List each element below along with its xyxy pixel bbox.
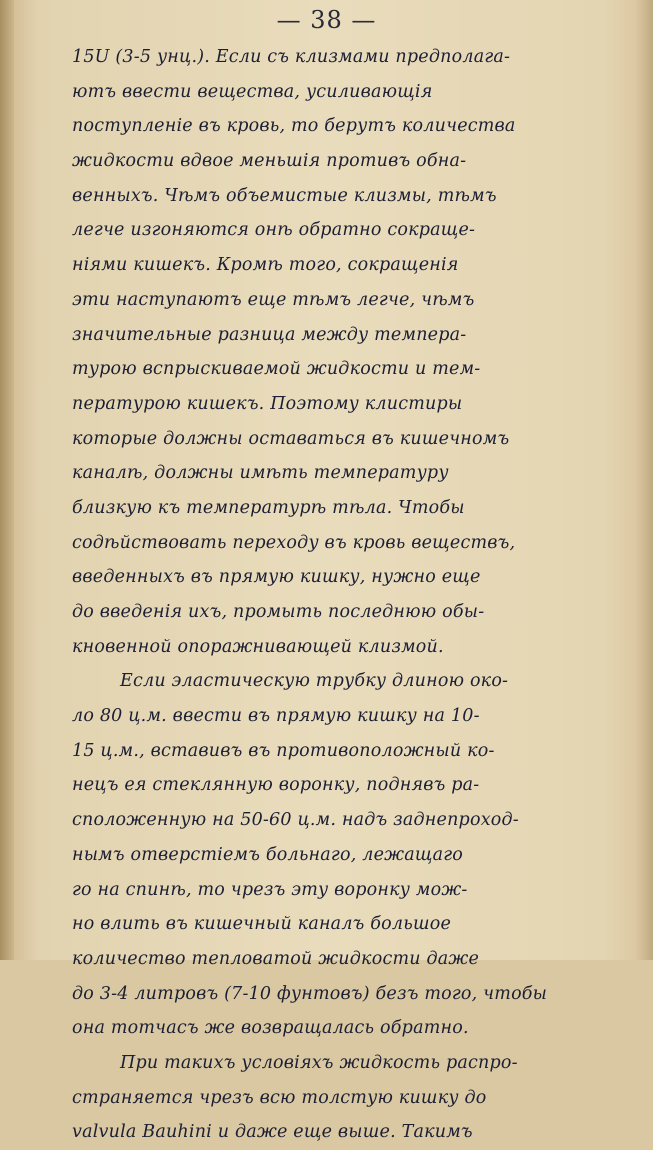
text-line: эти наступаютъ еще тѣмъ легче, чѣмъ: [72, 289, 475, 310]
text-line-paragraph-start: Если эластическую трубку длиною око-: [120, 671, 509, 692]
text-line: но влить въ кишечный каналъ большое: [72, 914, 452, 935]
text-line: турою вспрыскиваемой жидкости и тем-: [72, 359, 481, 380]
text-line: содѣйствовать переходу въ кровь веществъ,: [72, 532, 516, 553]
text-line: количество тепловатой жидкости даже: [72, 948, 480, 969]
text-line: каналѣ, должны имѣть температуру: [72, 463, 449, 484]
text-line: нымъ отверстiемъ больнаго, лежащаго: [72, 844, 463, 865]
text-line: она тотчасъ же возвращалась обратно.: [72, 1018, 469, 1039]
text-line: нiями кишекъ. Кромѣ того, сокращенiя: [72, 255, 459, 276]
text-line: легче изгоняются онѣ обратно сокраще-: [72, 220, 476, 241]
text-line: ютъ ввести вещества, усиливающiя: [72, 81, 433, 102]
text-line: поступленiе въ кровь, то берутъ количества: [72, 116, 516, 137]
text-line: кновенной опоражнивающей клизмой.: [72, 636, 444, 657]
text-line: до 3-4 литровъ (7-10 фунтовъ) безъ того, чтобы: [72, 983, 548, 1004]
text-line-paragraph-start: При такихъ условiяхъ жидкость распро-: [120, 1052, 518, 1073]
text-line: ло 80 ц.м. ввести въ прямую кишку на 10-: [72, 706, 480, 727]
text-line: пературою кишекъ. Поэтому клистиры: [72, 393, 463, 414]
text-line: которые должны оставаться въ кишечномъ: [72, 428, 510, 449]
text-line: до введенiя ихъ, промыть последнюю обы-: [72, 602, 485, 622]
text-line: 15 ц.м., вставивъ въ противоположный ко-: [72, 740, 495, 761]
text-line: страняется чрезъ всю толстую кишку до: [72, 1087, 487, 1108]
text-line: valvula Bauhini и даже еще выше. Такимъ: [72, 1122, 473, 1143]
text-line: значительные разница между темпера-: [72, 324, 467, 345]
text-line: близкую къ температурѣ тѣла. Чтобы: [72, 497, 465, 518]
text-line: нецъ ея стеклянную воронку, поднявъ ра-: [72, 775, 480, 796]
page-number: — 38 —: [276, 6, 377, 34]
text-line: 15U (3-5 унц.). Если съ клизмами предполага-: [72, 47, 511, 67]
text-line: введенныхъ въ прямую кишку, нужно еще: [72, 567, 481, 588]
page-right-edge: [635, 0, 653, 960]
text-line: сположенную на 50-60 ц.м. надъ заднепроход-: [72, 810, 519, 831]
handwritten-text-block: [72, 40, 632, 1150]
text-line: го на спинѣ, то чрезъ эту воронку мож-: [72, 879, 468, 900]
page-binding-edge: [0, 0, 14, 960]
text-line: жидкости вдвое меньшiя противъ обна-: [72, 151, 467, 172]
text-line: венныхъ. Чѣмъ объемистые клизмы, тѣмъ: [72, 185, 497, 206]
